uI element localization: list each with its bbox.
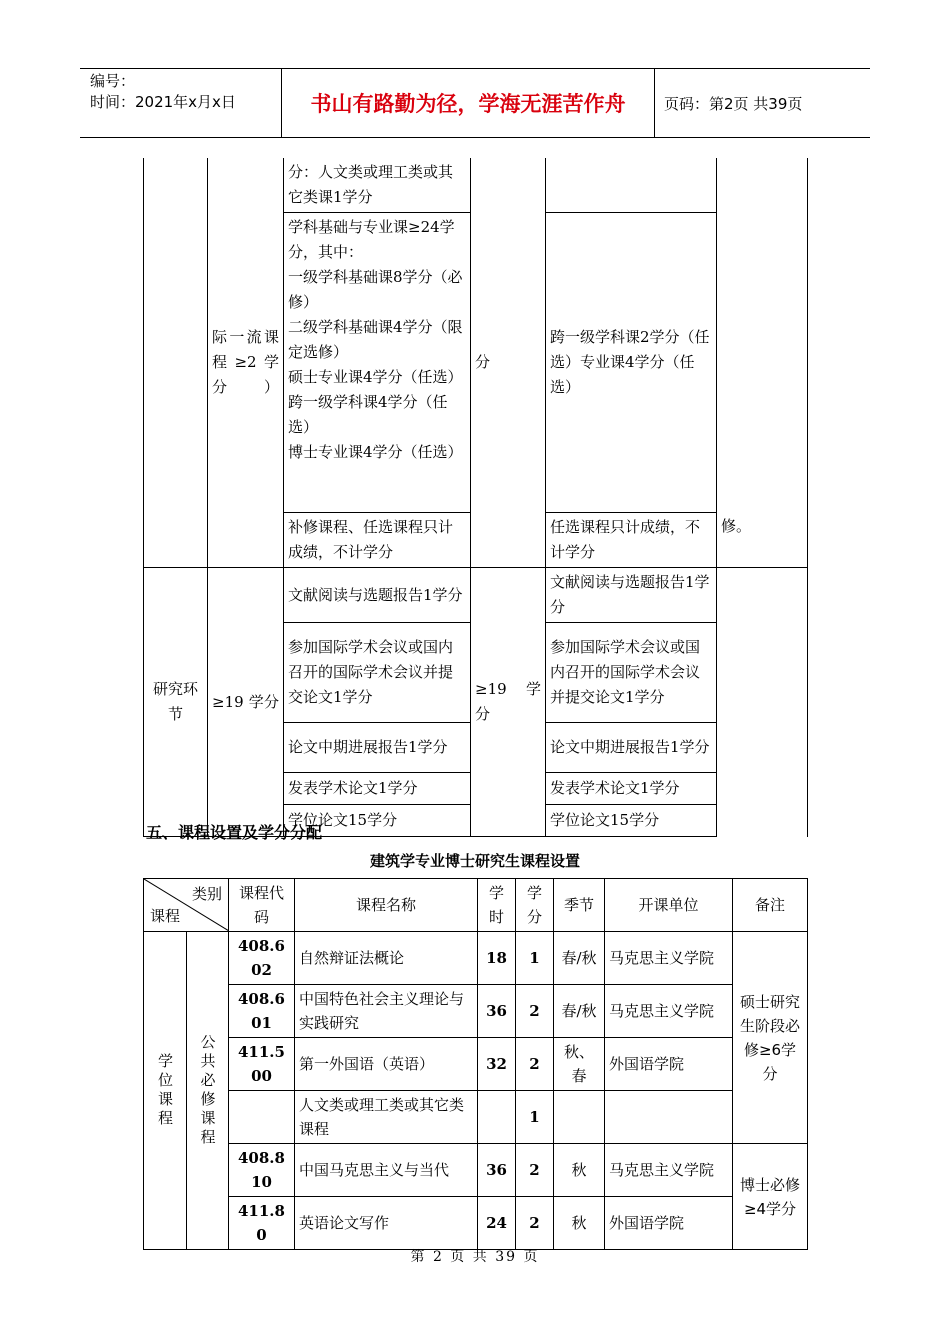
- course-hours: 24: [478, 1197, 516, 1250]
- note-master-required: 硕士研究生阶段必修≥6学分: [733, 932, 808, 1144]
- course-name: 自然辩证法概论: [295, 932, 478, 985]
- note-doctor-required: 博士必修≥4学分: [733, 1144, 808, 1250]
- page-header: [80, 68, 870, 138]
- course-code: [229, 1091, 295, 1144]
- time-label: 时间：2021年x月x日: [90, 93, 236, 111]
- cell-blank: [717, 568, 808, 837]
- course-season: 秋: [554, 1144, 605, 1197]
- col-category-label: 际一流课程≥2学分）: [208, 158, 284, 568]
- course-season: [554, 1091, 605, 1144]
- table-title: 建筑学专业博士研究生课程设置: [369, 852, 580, 870]
- course-hours: 32: [478, 1038, 516, 1091]
- cell-right-requirement: 跨一级学科课2学分（任选）专业课4学分（任选）: [546, 213, 717, 513]
- cell-note-supplementary-right: 任选课程只计成绩，不计学分: [546, 513, 717, 568]
- course-hours: 18: [478, 932, 516, 985]
- research-item-right: 论文中期进展报告1学分: [546, 723, 717, 773]
- header-season: 季节: [554, 879, 605, 932]
- req-line: 跨一级学科课4学分（任选）: [288, 393, 448, 436]
- course-code: 408.810: [229, 1144, 295, 1197]
- course-credits: 2: [516, 1144, 554, 1197]
- course-unit: 马克思主义学院: [605, 1144, 733, 1197]
- req-line: 二级学科基础课4学分（限定选修）: [288, 318, 463, 361]
- course-credits: 1: [516, 932, 554, 985]
- course-name: 第一外国语（英语）: [295, 1038, 478, 1091]
- req-line: 博士专业课4学分（任选）: [288, 443, 463, 461]
- header-meta: [80, 69, 282, 137]
- course-unit: 外国语学院: [605, 1197, 733, 1250]
- research-total: ≥19 学分: [208, 568, 284, 837]
- course-hours: 36: [478, 985, 516, 1038]
- credit-requirements-table: [143, 158, 808, 837]
- header-page-number: 页码：第2页 共39页: [664, 94, 803, 113]
- research-item-right: 学位论文15学分: [546, 805, 717, 837]
- course-credits: 2: [516, 1197, 554, 1250]
- course-credits: 2: [516, 985, 554, 1038]
- header-motto: 书山有路勤为径，学海无涯苦作舟: [282, 69, 655, 137]
- header-unit: 开课单位: [605, 879, 733, 932]
- research-item: 参加国际学术会议或国内召开的国际学术会议并提交论文1学分: [284, 623, 471, 723]
- course-name: 中国特色社会主义理论与实践研究: [295, 985, 478, 1038]
- header-credits: 学分: [516, 879, 554, 932]
- course-code: 408.601: [229, 985, 295, 1038]
- course-unit: [605, 1091, 733, 1144]
- course-name: 英语论文写作: [295, 1197, 478, 1250]
- page-footer: 第 2 页 共 39 页: [410, 1249, 540, 1265]
- research-label: 研究环节: [144, 568, 208, 837]
- group-public-required: 公共必修课程: [187, 932, 229, 1250]
- course-season: 春/秋: [554, 932, 605, 985]
- header-hours: 学时: [478, 879, 516, 932]
- cell-course-requirement: [284, 213, 471, 513]
- research-item: 学位论文15学分: [284, 805, 471, 837]
- course-code: 411.500: [229, 1038, 295, 1091]
- research-item: 发表学术论文1学分: [284, 773, 471, 805]
- research-item-right: 文献阅读与选题报告1学分: [546, 568, 717, 623]
- cell-note: 修。: [717, 158, 808, 568]
- course-season: 秋: [554, 1197, 605, 1250]
- course-hours: 36: [478, 1144, 516, 1197]
- research-item: 文献阅读与选题报告1学分: [284, 568, 471, 623]
- header-diagonal-cell: [144, 879, 229, 932]
- course-name: 人文类或理工类或其它类课程: [295, 1091, 478, 1144]
- course-credits: 2: [516, 1038, 554, 1091]
- req-line: 硕士专业课4学分（任选）: [288, 368, 463, 386]
- course-credits: 1: [516, 1091, 554, 1144]
- req-line: 一级学科基础课8学分（必修）: [288, 268, 463, 311]
- group-degree-courses: 学位课程: [144, 932, 187, 1250]
- research-item: 论文中期进展报告1学分: [284, 723, 471, 773]
- research-total-right: ≥19 学分: [471, 568, 546, 837]
- course-name: 中国马克思主义与当代: [295, 1144, 478, 1197]
- course-unit: 马克思主义学院: [605, 932, 733, 985]
- course-code: 408.602: [229, 932, 295, 985]
- section-heading: 五、课程设置及学分分配: [146, 823, 323, 842]
- header-category: 类别: [191, 885, 222, 903]
- research-item-right: 参加国际学术会议或国内召开的国际学术会议并提交论文1学分: [546, 623, 717, 723]
- course-unit: 外国语学院: [605, 1038, 733, 1091]
- course-unit: 马克思主义学院: [605, 985, 733, 1038]
- course-code: 411.80: [229, 1197, 295, 1250]
- header-course: 课程: [150, 907, 181, 925]
- header-note: 备注: [733, 879, 808, 932]
- cell-blank: [144, 158, 208, 568]
- header-code: 课程代码: [229, 879, 295, 932]
- header-name: 课程名称: [295, 879, 478, 932]
- course-hours: [478, 1091, 516, 1144]
- number-label: 编号：: [90, 72, 136, 90]
- cell-elective-requirement: 分：人文类或理工类或其它类课1学分: [284, 158, 471, 213]
- course-season: 春/秋: [554, 985, 605, 1038]
- research-item-right: 发表学术论文1学分: [546, 773, 717, 805]
- course-table: [143, 878, 808, 1250]
- cell-note-supplementary: 补修课程、任选课程只计成绩，不计学分: [284, 513, 471, 568]
- course-season: 秋、春: [554, 1038, 605, 1091]
- req-line: 学科基础与专业课≥24学分，其中：: [288, 218, 455, 261]
- cell-blank: [546, 158, 717, 213]
- cell-credit-unit: 分: [471, 158, 546, 568]
